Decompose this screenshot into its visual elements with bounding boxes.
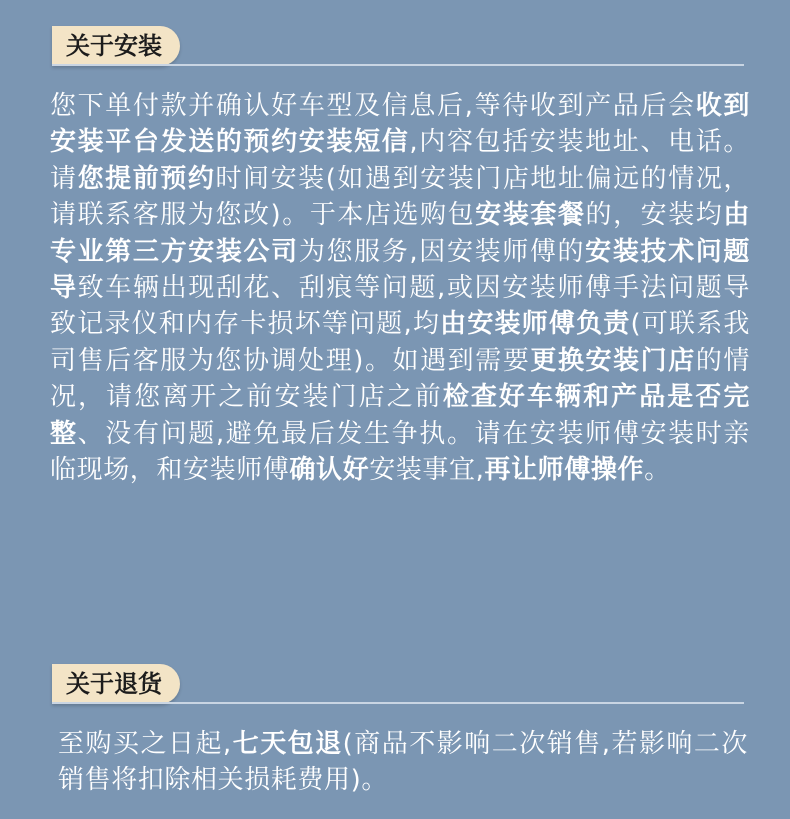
returns-text-segment: 至购买之日起, [58, 729, 232, 759]
install-text-segment: 安装事宜, [369, 455, 485, 486]
install-text-segment: 、没有问题,避免最后发生争执。请在安装师傅安装时亲临现场，和安装师傅 [50, 418, 751, 486]
returns-heading: 关于退货 [52, 664, 180, 704]
returns-divider [52, 702, 744, 704]
returns-text-segment: 七天包退 [231, 729, 343, 759]
install-heading: 关于安装 [52, 26, 180, 66]
install-text-segment: 更换安装门店 [530, 345, 696, 376]
install-text-segment: 您下单付款并确认好车型及信息后,等待收到产品后会 [50, 91, 696, 121]
returns-paragraph [58, 726, 748, 799]
install-text-segment: 的情况，请您离开之前安装门店之前 [50, 345, 750, 413]
install-text-segment: 安装技术问题导 [50, 236, 750, 304]
install-text-segment: 。 [644, 455, 671, 486]
install-text-segment: (可联系我司售后客服为您协调处理)。如遇到需要 [50, 309, 750, 376]
install-text-segment: ,内容包括安装地址、电话。请 [50, 127, 750, 194]
install-text-segment: 安装套餐 [475, 200, 586, 231]
install-text-segment: 再让师傅操作 [484, 455, 645, 486]
install-text-segment: 确认好 [289, 455, 370, 486]
install-header [0, 22, 790, 66]
install-paragraph [50, 88, 750, 488]
install-text-segment: 由专业第三方安装公司 [50, 200, 750, 267]
install-divider [52, 64, 744, 66]
install-text-segment: 的，安装均 [585, 200, 724, 231]
install-text-segment: 您提前预约 [77, 163, 216, 194]
install-text-segment: 检查好车辆和产品是否完整 [50, 382, 750, 449]
returns-text-segment: (商品不影响二次销售,若影响二次销售将扣除相关损耗费用)。 [58, 729, 749, 796]
install-text-segment: 为您服务,因安装师傅的 [298, 236, 586, 267]
install-text-segment: 致车辆出现刮花、刮痕等问题,或因安装师傅手法问题导致记录仪和内存卡损坏等问题,均 [50, 273, 751, 340]
returns-section [0, 660, 790, 799]
install-text-segment: 由安装师傅负责 [440, 309, 631, 340]
install-text-segment: 收到安装平台发送的预约安装短信 [50, 91, 750, 158]
returns-header [0, 660, 790, 704]
install-text-segment: 时间安装(如遇到安装门店地址偏远的情况，请联系客服为您改)。于本店选购包 [50, 163, 750, 231]
install-section [0, 22, 790, 488]
